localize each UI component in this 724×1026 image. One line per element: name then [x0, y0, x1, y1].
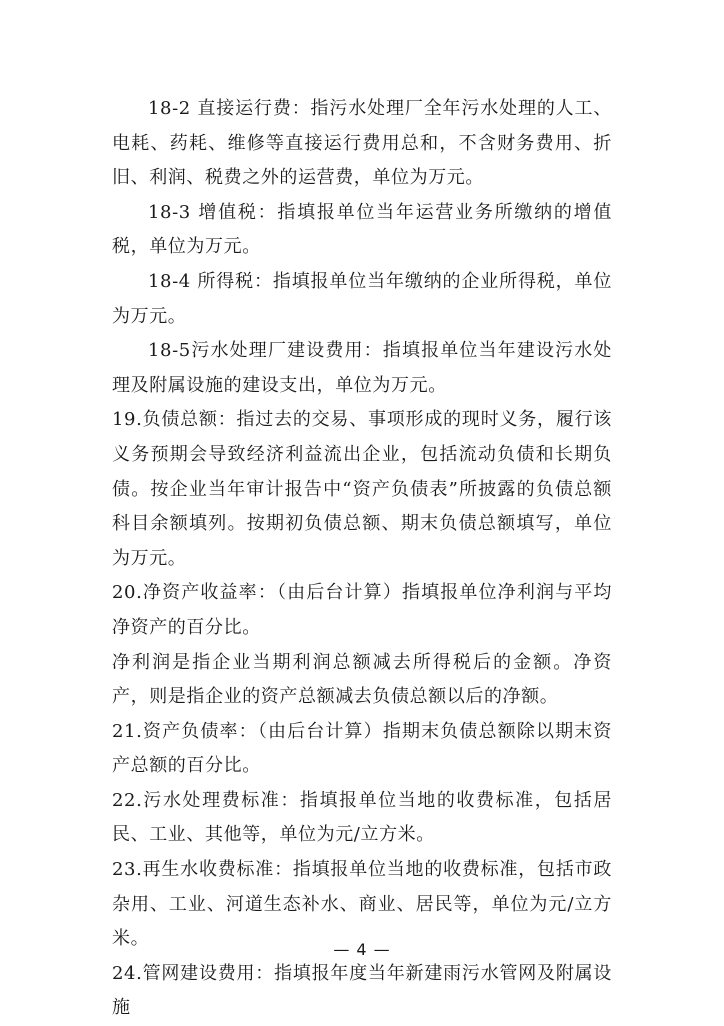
paragraph-19: 19.负债总额：指过去的交易、事项形成的现时义务，履行该义务预期会导致经济利益流出企业，包括流动负债和长期负债。按企业当年审计报告中“资产负债表”所披露的负债总额科目余额填列。按期初负债总额、期末负债总额填写，单位为万元。 [112, 409, 612, 569]
paragraph-18-2: 18-2 直接运行费：指污水处理厂全年污水处理的人工、电耗、药耗、维修等直接运行费用总和，不含财务费用、折旧、利润、税费之外的运营费，单位为万元。 [112, 98, 612, 189]
page-number: — 4 — [333, 940, 391, 959]
paragraph-22: 22.污水处理费标准：指填报单位当地的收费标准，包括居民、工业、其他等，单位为元/立方米。 [112, 789, 612, 846]
paragraph-18-5: 18-5污水处理厂建设费用：指填报单位当年建设污水处理及附属设施的建设支出，单位为万元。 [112, 340, 612, 396]
document-body [112, 92, 612, 1026]
paragraph-24: 24.管网建设费用：指填报年度当年新建雨污水管网及附属设施 [112, 962, 612, 1019]
paragraph-20-note: 净利润是指企业当期利润总额减去所得税后的金额。净资产，则是指企业的资产总额减去负债总额以后的净额。 [112, 651, 612, 708]
paragraph-21: 21.资产负债率：（由后台计算）指期末负债总额除以期末资产总额的百分比。 [112, 720, 612, 777]
paragraph-23: 23.再生水收费标准：指填报单位当地的收费标准，包括市政杂用、工业、河道生态补水、商业、居民等，单位为元/立方米。 [112, 859, 612, 950]
paragraph-18-4: 18-4 所得税：指填报单位当年缴纳的企业所得税，单位为万元。 [112, 270, 612, 327]
paragraph-20: 20.净资产收益率：（由后台计算）指填报单位净利润与平均净资产的百分比。 [112, 582, 612, 638]
paragraph-18-3: 18-3 增值税：指填报单位当年运营业务所缴纳的增值税，单位为万元。 [112, 201, 612, 258]
